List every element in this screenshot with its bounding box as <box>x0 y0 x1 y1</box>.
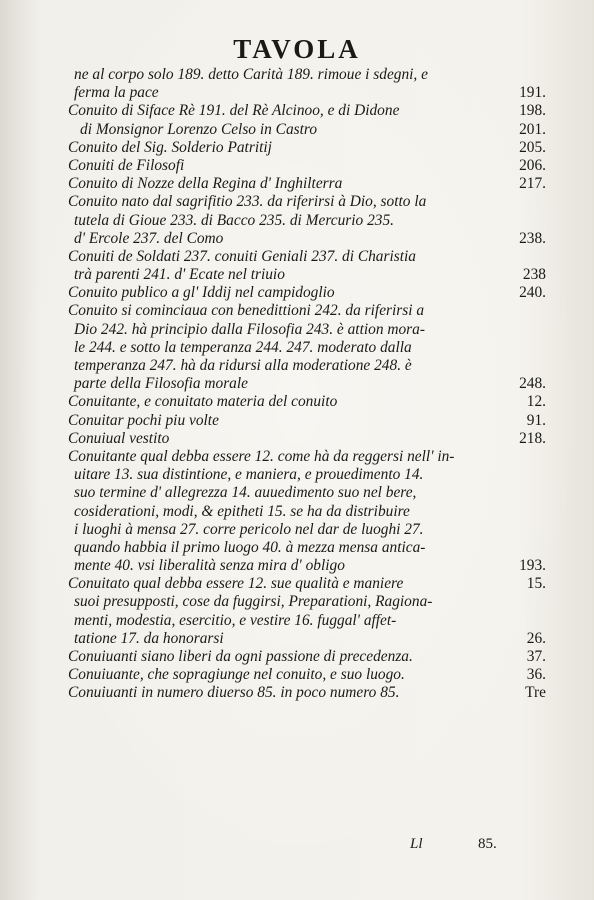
index-entry-line <box>68 539 546 557</box>
index-entry-line <box>68 121 546 139</box>
index-entry-line <box>68 375 546 393</box>
entry-page-number: 238 <box>522 266 546 284</box>
entry-text: mente 40. vsi liberalità senza mira d' obligo <box>74 557 345 575</box>
entry-text: Conuitante, e conuitato materia del conuito <box>68 393 338 411</box>
entry-page-number: 15. <box>526 575 546 593</box>
entry-text: suo termine d' allegrezza 14. auuedimento suo nel bere, <box>74 484 417 502</box>
index-entry-line <box>68 357 546 375</box>
index-entry-line <box>68 593 546 611</box>
index-entry-line <box>68 302 546 320</box>
entry-text: temperanza 247. hà da ridursi alla moderatione 248. è <box>74 357 412 374</box>
index-entry-line <box>68 557 546 575</box>
entry-text: di Monsignor Lorenzo Celso in Castro <box>80 120 318 138</box>
entry-text: le 244. e sotto la temperanza 244. 247. moderato dalla <box>74 338 412 356</box>
entry-text: quando habbia il primo luogo 40. à mezza mensa antica- <box>74 538 426 556</box>
entry-page-number: 205. <box>519 138 546 156</box>
index-entry-line <box>68 666 546 684</box>
entry-page-number: 218. <box>519 429 546 447</box>
entry-text: Conuito del Sig. Solderio Patritij <box>68 138 272 156</box>
index-entry-line <box>68 412 546 430</box>
index-entry-line <box>68 66 546 84</box>
entry-page-number: 26. <box>526 629 546 647</box>
index-entry-line <box>68 102 546 120</box>
entry-page-number: 191. <box>519 84 546 102</box>
entry-text: Conuitato qual debba essere 12. sue qualità e maniere <box>68 575 404 593</box>
signature-mark: Ll <box>410 836 423 852</box>
entry-text: Conuiuanti siano liberi da ogni passione di precedenza. <box>68 648 413 665</box>
entry-page-number: 201. <box>519 120 546 138</box>
index-entry-line <box>68 684 546 702</box>
entry-text: Conuito si cominciaua con benedittioni 242. da riferirsi a <box>68 302 425 320</box>
entry-page-number: 91. <box>526 411 546 429</box>
entry-page-number: 248. <box>519 375 546 393</box>
index-entry-line <box>68 212 546 230</box>
index-entry-line <box>68 266 546 284</box>
index-entry-line <box>68 430 546 448</box>
entry-page-number: 206. <box>519 156 546 174</box>
index-entry-line <box>68 484 546 502</box>
entry-page-number: 36. <box>526 666 546 684</box>
index-entry-line <box>68 139 546 157</box>
index-entry-line <box>68 339 546 357</box>
index-entries <box>68 66 546 703</box>
page-title: TAVOLA <box>233 34 361 64</box>
entry-page-number: Tre <box>525 684 546 702</box>
index-entry-line <box>68 175 546 193</box>
entry-text: ne al corpo solo 189. detto Carità 189. rimoue i sdegni, e <box>74 66 428 83</box>
index-entry-line <box>68 393 546 411</box>
entry-text: Conuiual vestito <box>68 429 170 447</box>
entry-text: tatione 17. da honorarsi <box>74 629 224 647</box>
index-entry-line <box>68 84 546 102</box>
index-entry-line <box>68 284 546 302</box>
entry-page-number: 198. <box>519 102 546 120</box>
index-entry-line <box>68 448 546 466</box>
entry-text: Conuito di Siface Rè 191. del Rè Alcinoo, e di Didone <box>68 102 400 120</box>
index-entry-line <box>68 466 546 484</box>
index-entry-line <box>68 648 546 666</box>
entry-page-number: 240. <box>519 284 546 302</box>
entry-text: Conuiti de Soldati 237. conuiti Geniali 237. di Charistia <box>68 247 417 265</box>
index-entry-line <box>68 575 546 593</box>
catchword: 85. <box>478 836 497 852</box>
entry-text: i luoghi à mensa 27. corre pericolo nel dar de luoghi 27. <box>74 520 424 538</box>
entry-page-number: 37. <box>526 648 546 665</box>
index-entry-line <box>68 157 546 175</box>
entry-page-number: 217. <box>519 175 546 193</box>
index-entry-line <box>68 248 546 266</box>
entry-text: Conuiuante, che sopragiunge nel conuito, e suo luogo. <box>68 666 405 684</box>
index-entry-line <box>68 193 546 211</box>
entry-page-number: 193. <box>519 557 546 575</box>
entry-text: Conuiuanti in numero diuerso 85. in poco numero 85. <box>68 684 400 702</box>
index-entry-line <box>68 321 546 339</box>
page-footer <box>0 836 594 860</box>
entry-text: Conuito nato dal sagrifitio 233. da riferirsi à Dio, sotto la <box>68 193 427 211</box>
index-entry-line <box>68 521 546 539</box>
entry-text: Conuiti de Filosofi <box>68 156 185 174</box>
entry-text: trà parenti 241. d' Ecate nel triuio <box>74 266 285 284</box>
entry-page-number: 12. <box>526 393 546 411</box>
entry-text: ferma la pace <box>74 84 159 102</box>
entry-page-number: 238. <box>519 229 546 247</box>
entry-text: Conuito di Nozze della Regina d' Inghilterra <box>68 175 343 193</box>
index-entry-line <box>68 503 546 521</box>
entry-text: Conuitar pochi piu volte <box>68 411 219 429</box>
index-entry-line <box>68 230 546 248</box>
entry-text: menti, modestia, esercitio, e vestire 16. fuggal' affet- <box>74 611 397 629</box>
entry-text: cosiderationi, modi, & epitheti 15. se ha da distribuire <box>74 502 410 520</box>
entry-text: uitare 13. sua distintione, e maniera, e prouedimento 14. <box>74 466 424 484</box>
index-entry-line <box>68 630 546 648</box>
entry-text: Conuito publico a gl' Iddij nel campidoglio <box>68 284 335 302</box>
entry-text: Dio 242. hà principio dalla Filosofia 243. è attion mora- <box>74 320 425 338</box>
entry-text: parte della Filosofia morale <box>74 375 248 393</box>
entry-text: suoi presupposti, cose da fuggirsi, Preparationi, Ragiona- <box>74 593 433 611</box>
entry-text: Conuitante qual debba essere 12. come hà da reggersi nell' in- <box>68 447 455 465</box>
index-entry-line <box>68 612 546 630</box>
entry-text: tutela di Gioue 233. di Bacco 235. di Mercurio 235. <box>74 211 395 229</box>
entry-text: d' Ercole 237. del Como <box>74 229 224 247</box>
